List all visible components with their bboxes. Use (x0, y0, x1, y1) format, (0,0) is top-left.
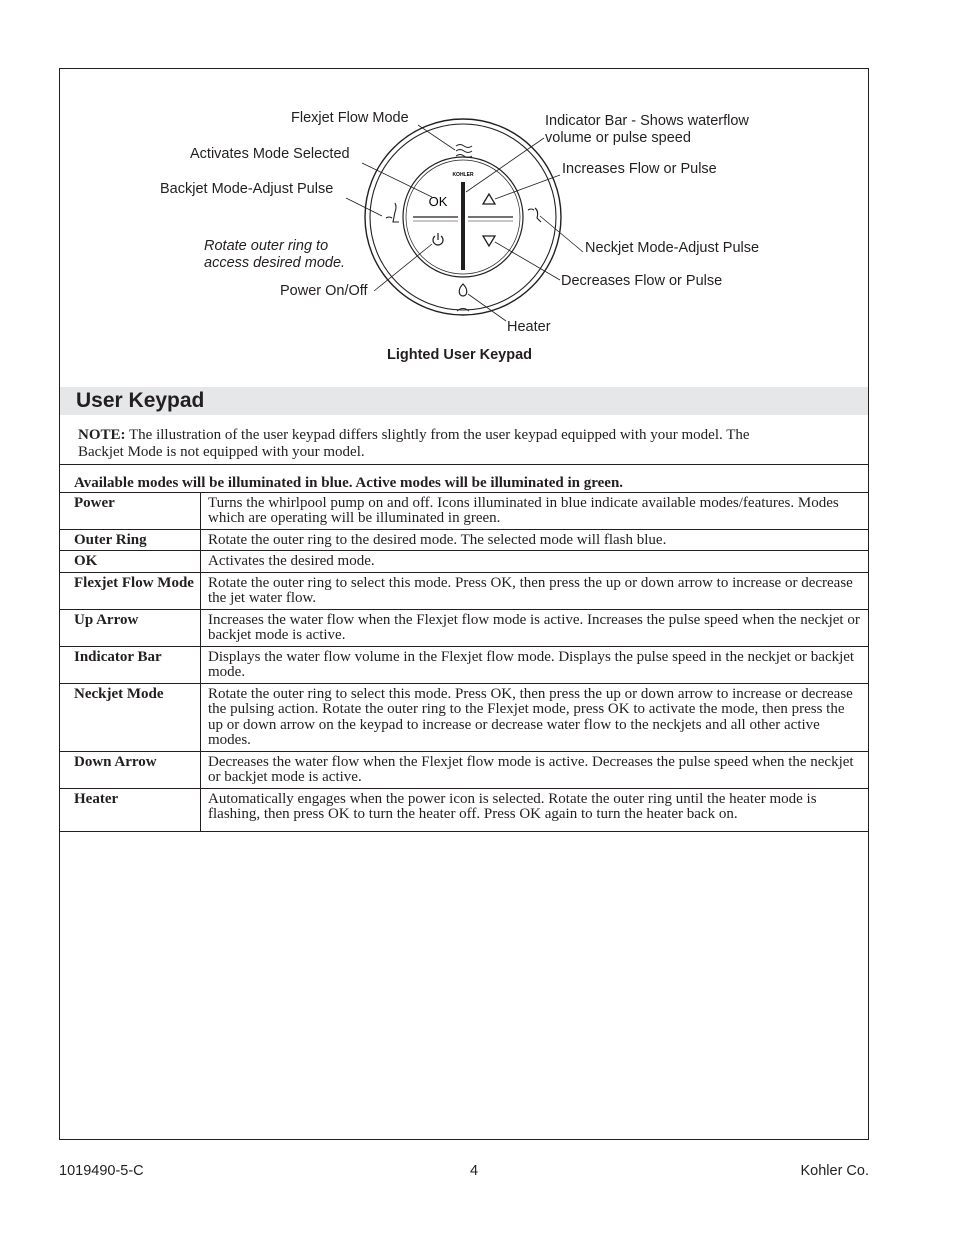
row-desc: Activates the desired mode. (201, 551, 869, 573)
leader-power (374, 244, 432, 291)
table-row (60, 492, 868, 529)
label-neckjet-mode: Neckjet Mode-Adjust Pulse (585, 240, 760, 256)
label-rotate-line2: access desired mode. (204, 255, 346, 271)
row-desc: Rotate the outer ring to select this mode. Press OK, then press the up or down arrow to increase or decrease the pulsing action. Rotate the outer ring to the Flexjet mode, press OK to activate the mode, then press the up or down arrow on the keypad to increase or decrease water flow to the neckjets and all other active modes. (201, 683, 869, 751)
footer-doc-number: 1019490-5-C (59, 1163, 144, 1179)
label-rotate-line1: Rotate outer ring to (204, 238, 329, 254)
table-row (60, 551, 868, 573)
table-row (60, 788, 868, 831)
diagram-caption: Lighted User Keypad (387, 347, 533, 363)
modes-table (60, 464, 868, 832)
heater-icon (459, 284, 467, 296)
row-desc: Increases the water flow when the Flexjet flow mode is active. Increases the pulse speed when the neckjet or backjet mode is active. (201, 609, 869, 646)
label-backjet-mode: Backjet Mode-Adjust Pulse (160, 181, 334, 197)
table-banner-row (60, 465, 868, 493)
label-increases-flow: Increases Flow or Pulse (562, 161, 717, 177)
note-label: NOTE: (78, 427, 126, 443)
row-desc: Displays the water flow volume in the Flexjet flow mode. Displays the pulse speed in the neckjet or backjet mode. (201, 646, 869, 683)
backjet-icon (386, 203, 399, 222)
label-decreases-flow: Decreases Flow or Pulse (561, 273, 723, 289)
neckjet-icon (528, 208, 541, 222)
table-row (60, 751, 868, 788)
label-indicator-bar-line1: Indicator Bar - Shows waterflow (545, 113, 749, 129)
table-row (60, 683, 868, 751)
row-desc: Decreases the water flow when the Flexjet flow mode is active. Decreases the pulse speed when the neckjet or backjet mode is active. (201, 751, 869, 788)
leader-flexjet (418, 125, 455, 150)
table-row (60, 572, 868, 609)
row-term: Outer Ring (60, 529, 201, 551)
flexjet-icon (456, 145, 472, 158)
row-term: Power (60, 492, 201, 529)
row-desc: Rotate the outer ring to select this mode. Press OK, then press the up or down arrow to increase or decrease the jet water flow. (201, 572, 869, 609)
row-term: Indicator Bar (60, 646, 201, 683)
table-banner: Available modes will be illuminated in blue. Active modes will be illuminated in green. (60, 465, 868, 493)
table-row (60, 609, 868, 646)
leader-backjet (346, 198, 382, 216)
ok-key-label: OK (428, 194, 448, 209)
row-desc: Automatically engages when the power icon is selected. Rotate the outer ring until the heater mode is flashing, then press OK to turn the heater off. Press OK again to turn the heater back on. (201, 788, 869, 831)
label-power-on-off: Power On/Off (280, 283, 368, 299)
row-desc: Turns the whirlpool pump on and off. Icons illuminated in blue indicate available modes/features. Modes which are operating will be illuminated in green. (201, 492, 869, 529)
row-term: Down Arrow (60, 751, 201, 788)
row-term: Neckjet Mode (60, 683, 201, 751)
label-flexjet-flow-mode: Flexjet Flow Mode (291, 110, 409, 126)
footer-company: Kohler Co. (800, 1163, 869, 1179)
indicator-bar (461, 182, 465, 270)
table-row (60, 529, 868, 551)
table-row (60, 646, 868, 683)
row-term: OK (60, 551, 201, 573)
label-heater: Heater (507, 319, 551, 335)
row-term: Up Arrow (60, 609, 201, 646)
row-term: Flexjet Flow Mode (60, 572, 201, 609)
label-indicator-bar-line2: volume or pulse speed (545, 130, 691, 146)
down-arrow-icon (483, 236, 495, 246)
note-text: The illustration of the user keypad differs slightly from the user keypad equipped with your model. The Backjet Mode is not equipped with your model. (78, 427, 750, 460)
leader-indicator (466, 138, 544, 192)
row-term: Heater (60, 788, 201, 831)
section-title: User Keypad (76, 389, 205, 412)
up-arrow-icon (483, 194, 495, 204)
keypad-diagram (0, 0, 954, 380)
note-paragraph (78, 427, 798, 460)
keypad-brand: KOHLER (452, 172, 474, 178)
label-activates-mode-selected: Activates Mode Selected (190, 146, 350, 162)
row-desc: Rotate the outer ring to the desired mode. The selected mode will flash blue. (201, 529, 869, 551)
power-icon (433, 233, 443, 245)
footer-page-number: 4 (470, 1163, 479, 1179)
